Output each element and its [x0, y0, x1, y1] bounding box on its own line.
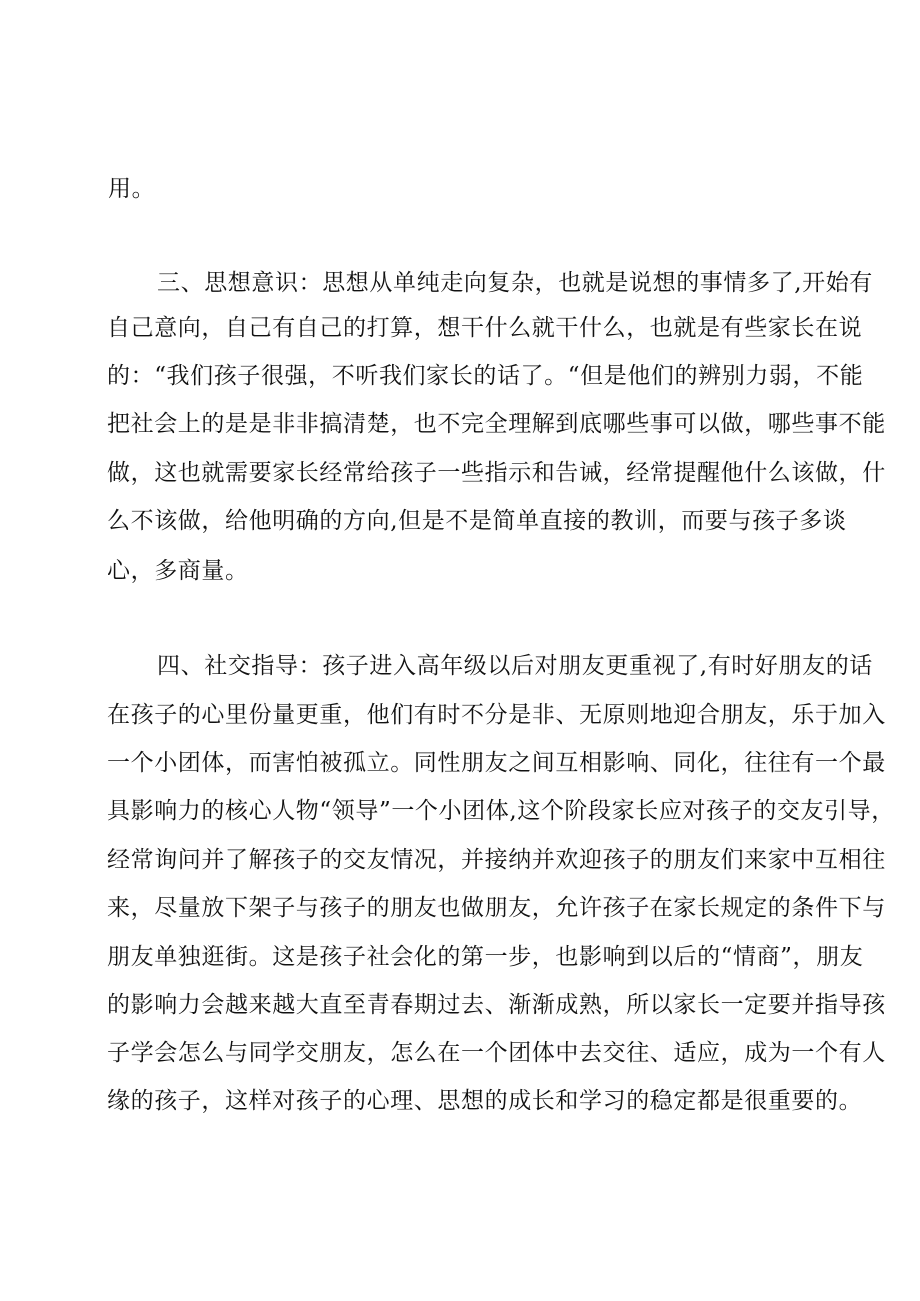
paragraph-line: 的影响力会越来越大直至青春期过去、渐渐成熟，所以家长一定要并指导孩	[107, 992, 886, 1018]
paragraph-line: 把社会上的是是非非搞清楚，也不完全理解到底哪些事可以做，哪些事不能	[107, 411, 886, 437]
paragraph-line: 三、思想意识：思想从单纯走向复杂，也就是说想的事情多了,开始有	[157, 270, 873, 296]
paragraph-line: 子学会怎么与同学交朋友，怎么在一个团体中去交往、适应，成为一个有人	[107, 1040, 886, 1066]
paragraph-line: 来，尽量放下架子与孩子的朋友也做朋友，允许孩子在家长规定的条件下与	[107, 895, 886, 921]
paragraph-line: 四、社交指导：孩子进入高年级以后对朋友更重视了,有时好朋友的话	[157, 653, 873, 679]
paragraph-line: 自己意向，自己有自己的打算，想干什么就干什么，也就是有些家长在说	[107, 315, 863, 341]
paragraph-line: 在孩子的心里份量更重，他们有时不分是非、无原则地迎合朋友，乐于加入	[107, 702, 886, 728]
intro-line: 用。	[108, 176, 156, 202]
paragraph-line: 做，这也就需要家长经常给孩子一些指示和告诫，经常提醒他什么该做，什	[107, 460, 886, 486]
paragraph-line: 一个小团体，而害怕被孤立。同性朋友之间互相影响、同化，往往有一个最	[107, 750, 886, 776]
paragraph-line: 具影响力的核心人物“领导”一个小团体,这个阶段家长应对孩子的交友引导，	[107, 798, 895, 824]
paragraph-line: 么不该做，给他明确的方向,但是不是简单直接的教训，而要与孩子多谈	[107, 508, 847, 534]
paragraph-line: 的：“我们孩子很强，不听我们家长的话了。“但是他们的辨别力弱，不能	[107, 363, 864, 389]
paragraph-line: 经常询问并了解孩子的交友情况，并接纳并欢迎孩子的朋友们来家中互相往	[107, 847, 886, 873]
paragraph-line: 朋友单独逛街。这是孩子社会化的第一步，也影响到以后的“情商”，朋友	[107, 944, 864, 970]
paragraph-line: 缘的孩子，这样对孩子的心理、思想的成长和学习的稳定都是很重要的。	[107, 1088, 863, 1114]
paragraph-line: 心，多商量。	[107, 558, 249, 584]
